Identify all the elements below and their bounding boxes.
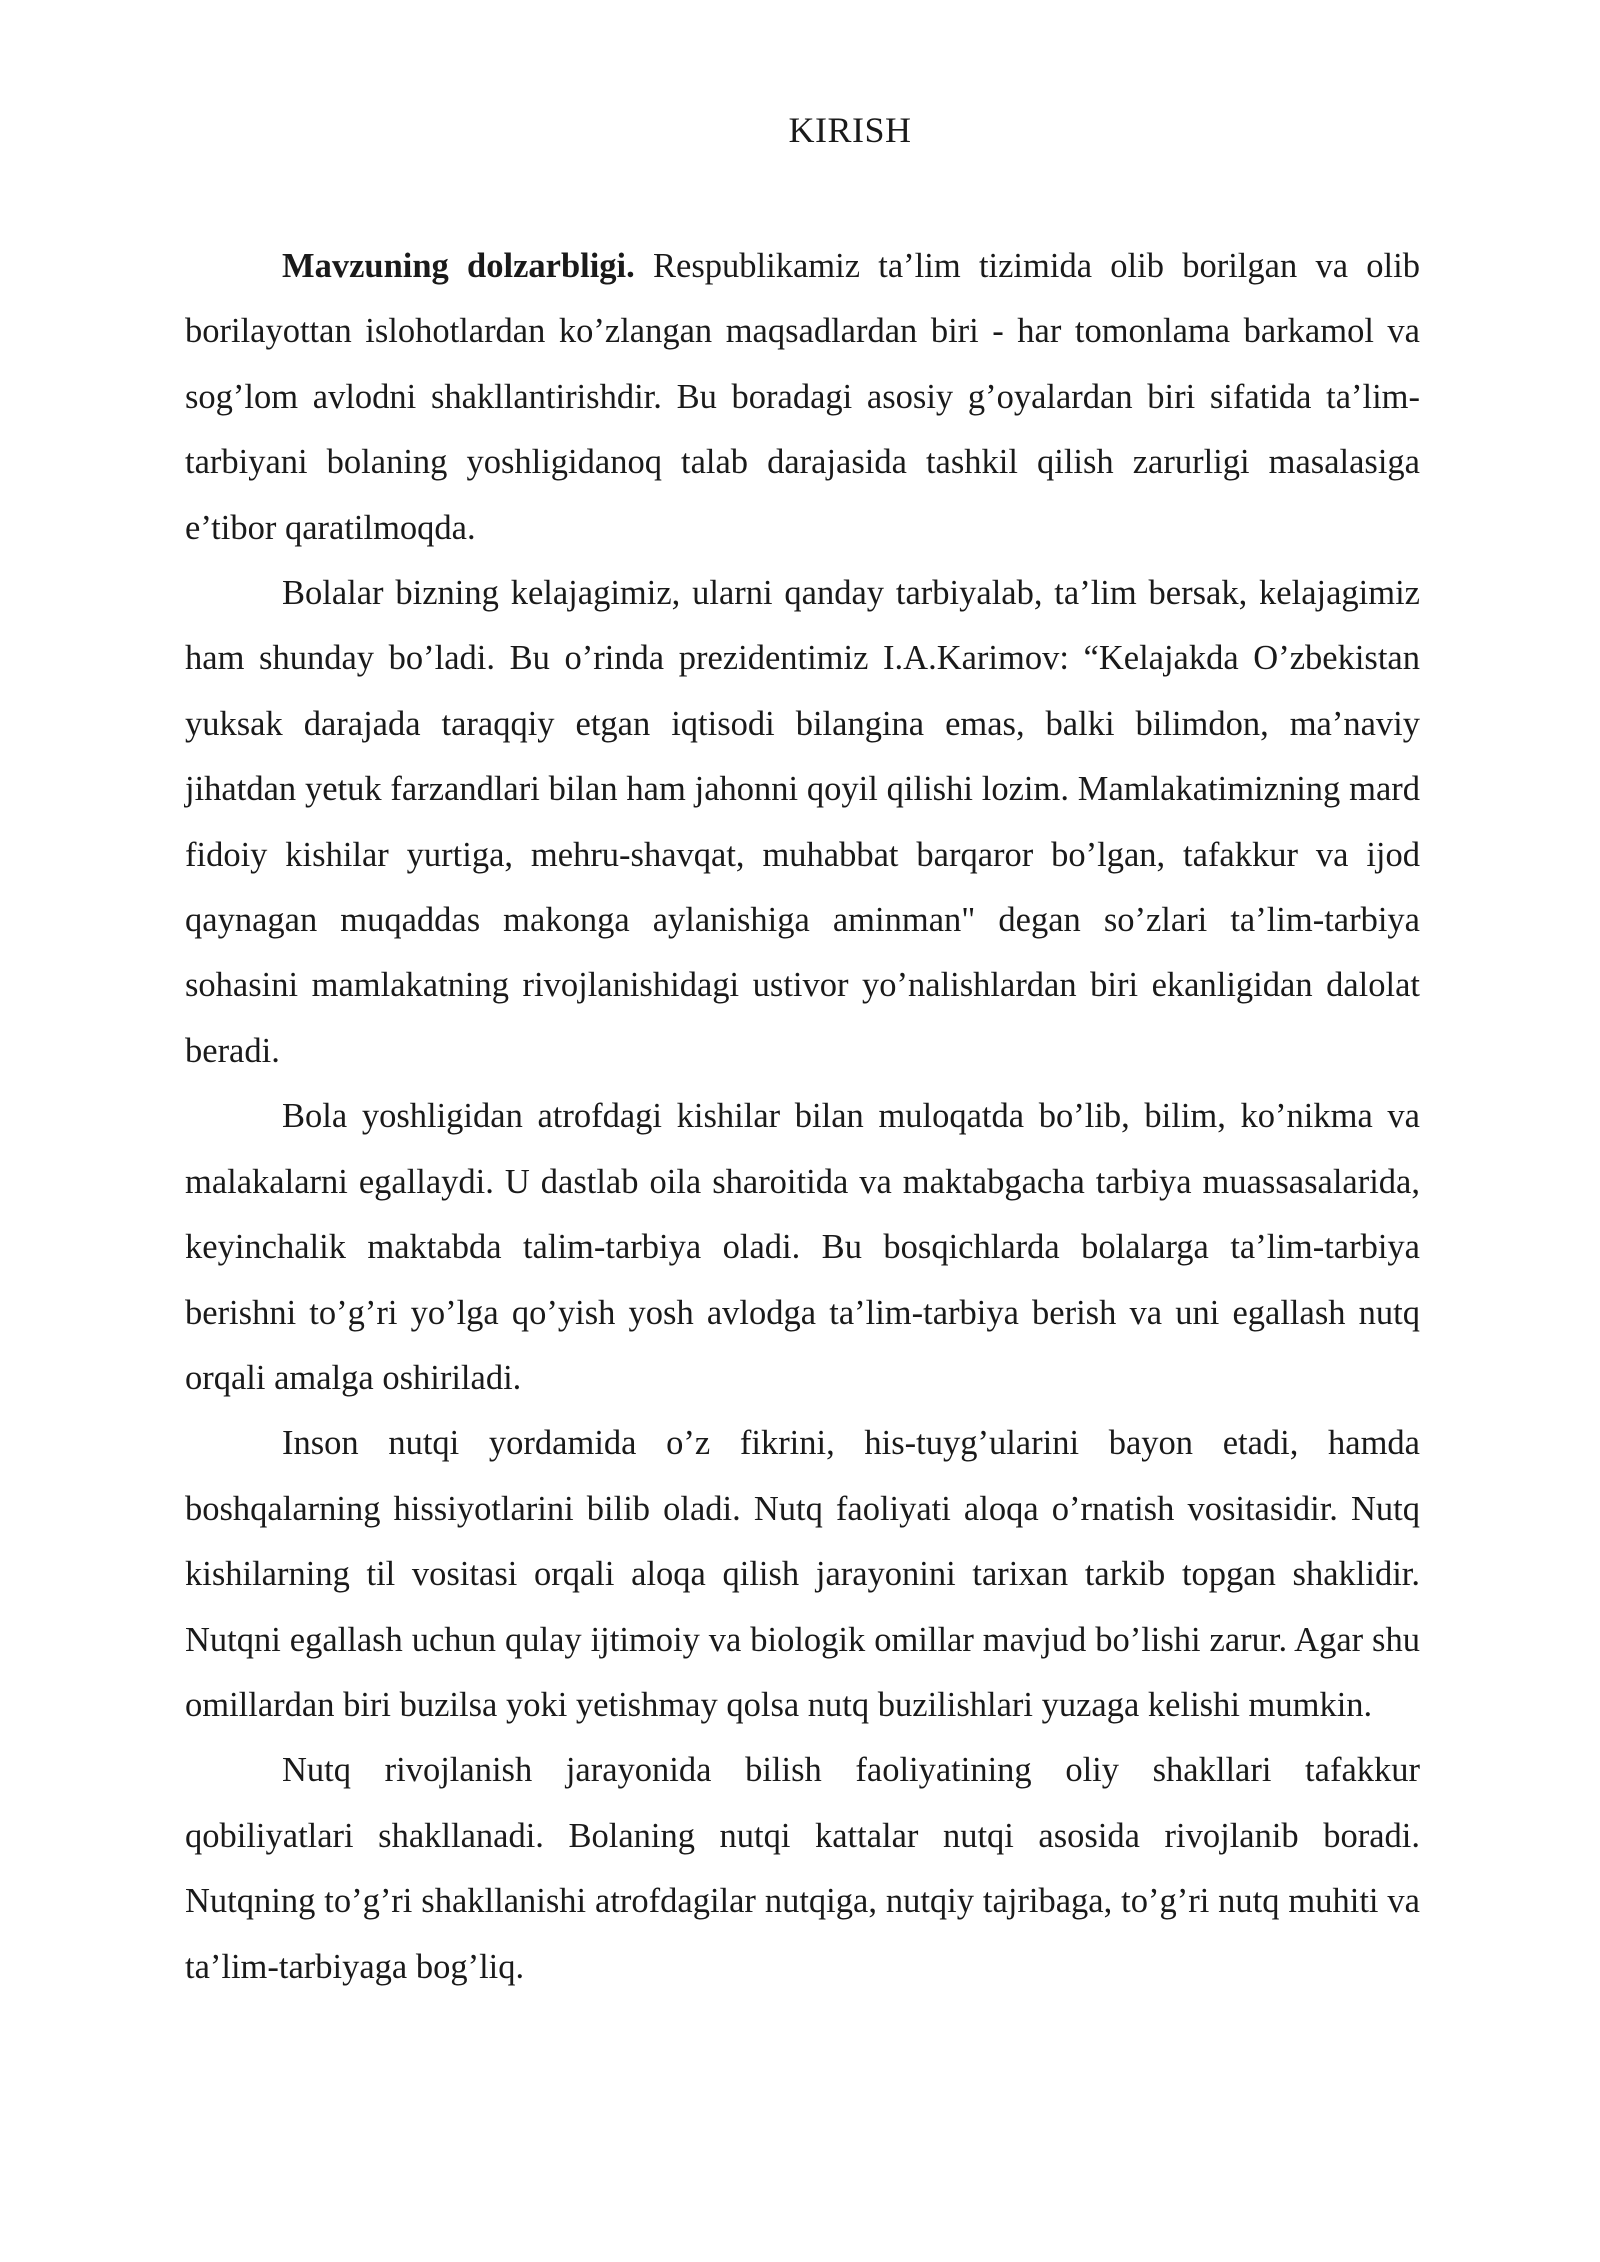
paragraph-speech-development: Nutq rivojlanish jarayonida bilish faoliyatining oliy shakllari tafakkur qobiliyatlari shakllanadi. Bolaning nutqi kattalar nutqi asosida rivojlanib boradi. Nutqning to’g’ri shakllanishi atrofdagilar nutqiga, nutqiy tajribaga, to’g’ri nutq muhiti va ta’lim-tarbiyaga bog’liq. bbox=[185, 1751, 1420, 1986]
paragraph-lead-heading: Mavzuning dolzarbligi. bbox=[282, 247, 635, 285]
document-body bbox=[185, 234, 1420, 2000]
paragraph-text: Respublikamiz ta’lim tizimida olib borilgan va olib borilayottan islohotlardan ko’zlangan maqsadlardan biri - har tomonlama barkamol va sog’lom avlodni shakllantirishdir. Bu boradagi asosiy g’oyalardan biri sifatida ta’lim-tarbiyani bolaning yoshligidanoq talab darajasida tashkil qilish zarurligi masalasiga e’tibor qaratilmoqda. bbox=[185, 247, 1420, 547]
paragraph-relevance bbox=[185, 234, 1420, 561]
paragraph-children-future: Bolalar bizning kelajagimiz, ularni qanday tarbiyalab, ta’lim bersak, kelajagimiz ham shunday bo’ladi. Bu o’rinda prezidentimiz I.A.Karimov: “Kelajakda O’zbekistan yuksak darajada taraqqiy etgan iqtisodi bilangina emas, balki bilimdon, ma’naviy jihatdan yetuk farzandlari bilan ham jahonni qoyil qilishi lozim. Mamlakatimizning mard fidoiy kishilar yurtiga, mehru-shavqat, muhabbat barqaror bo’lgan, tafakkur va ijod qaynagan muqaddas makonga aylanishiga aminman" degan so’zlari ta’lim-tarbiya sohasini mamlakatning rivojlanishidagi ustivor yo’nalishlardan biri ekanligidan dalolat beradi. bbox=[185, 574, 1420, 1070]
page-title: KIRISH bbox=[788, 110, 912, 150]
paragraph-human-speech: Inson nutqi yordamida o’z fikrini, his-tuyg’ularini bayon etadi, hamda boshqalarning hissiyotlarini bilib oladi. Nutq faoliyati aloqa o’rnatish vositasidir. Nutq kishilarning til vositasi orqali aloqa qilish jarayonini tarixan tarkib topgan shaklidir. Nutqni egallash uchun qulay ijtimoiy va biologik omillar mavjud bo’lishi zarur. Agar shu omillardan biri buzilsa yoki yetishmay qolsa nutq buzilishlari yuzaga kelishi mumkin. bbox=[185, 1424, 1420, 1724]
paragraph-child-education: Bola yoshligidan atrofdagi kishilar bilan muloqatda bo’lib, bilim, ko’nikma va malakalarni egallaydi. U dastlab oila sharoitida va maktabgacha tarbiya muassasalarida, keyinchalik maktabda talim-tarbiya oladi. Bu bosqichlarda bolalarga ta’lim-tarbiya berishni to’g’ri yo’lga qo’yish yosh avlodga ta’lim-tarbiya berish va uni egallash nutq orqali amalga oshiriladi. bbox=[185, 1097, 1420, 1397]
